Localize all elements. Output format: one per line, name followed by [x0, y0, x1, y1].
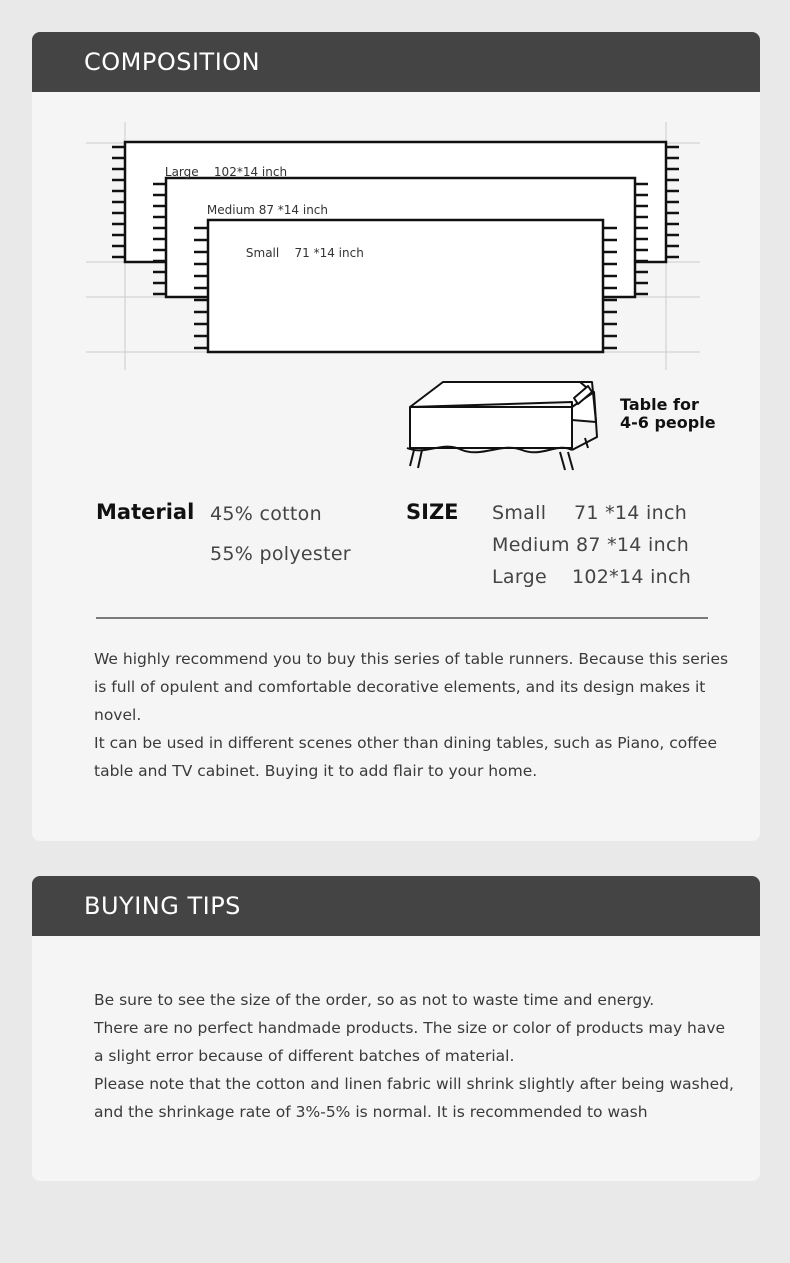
size-diagram	[32, 92, 760, 492]
buying-tips-text	[94, 986, 734, 1126]
composition-header: COMPOSITION	[32, 32, 760, 92]
composition-description	[94, 645, 734, 785]
size-row-large-name: Large	[492, 566, 547, 588]
tip-paragraph: Be sure to see the size of the order, so as not to waste time and energy.	[94, 991, 655, 1009]
buying-tips-header: BUYING TIPS	[32, 876, 760, 936]
table-caption-line-2: 4-6 people	[620, 413, 716, 432]
material-label: Material	[96, 500, 195, 524]
tip-paragraph: There are no perfect handmade products. The size or color of products may have a slight error because of different batches of material.	[94, 1019, 726, 1065]
table-caption	[620, 396, 716, 432]
size-label: SIZE	[406, 500, 459, 524]
material-value-1: 45% cotton	[210, 503, 322, 525]
table-caption-line-1: Table for	[620, 395, 699, 414]
size-row-large-dims: 102*14 inch	[572, 566, 692, 588]
tip-paragraph: Please note that the cotton and linen fabric will shrink slightly after being washed, and the shrinkage rate of 3%-5% is normal. It is recommended to wash	[94, 1075, 734, 1121]
table-icon	[407, 382, 597, 470]
diagram-label-medium: Medium 87 *14 inch	[206, 203, 329, 217]
material-value-2: 55% polyester	[210, 543, 351, 565]
size-row-small-dims: 71 *14 inch	[574, 502, 688, 524]
composition-card	[32, 32, 760, 841]
size-row-small-name: Small	[492, 502, 547, 524]
description-paragraph: It can be used in different scenes other than dining tables, such as Piano, coffee table and TV cabinet. Buying it to add flair to your home.	[94, 734, 717, 780]
size-row-medium-dims: 87 *14 inch	[576, 534, 690, 556]
size-row-medium-name: Medium	[492, 534, 570, 556]
divider	[96, 617, 708, 619]
diagram-label-small: Small 71 *14 inch	[245, 246, 364, 260]
description-paragraph: We highly recommend you to buy this series of table runners. Because this series is full of opulent and comfortable decorative elements, and its design makes it novel.	[94, 650, 729, 724]
diagram-label-large: Large 102*14 inch	[164, 165, 288, 179]
buying-tips-card	[32, 876, 760, 1181]
